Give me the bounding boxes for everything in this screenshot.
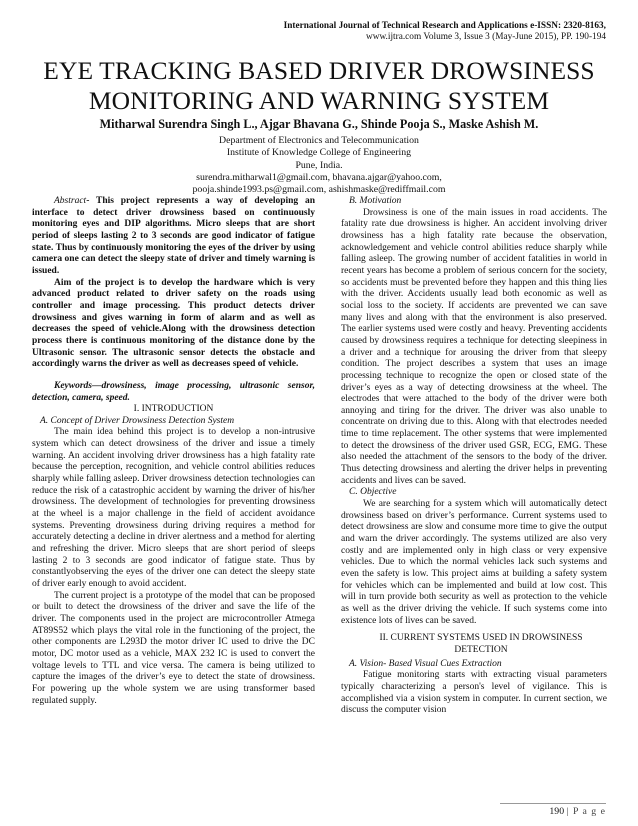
intro-paragraph-1: The main idea behind this project is to develop a non-intrusive system which can detect drowsiness of the driver and issue a timely warning. An accident involving driver drowsiness has a high fatality rate because the perception, recognition, and vehicle control abilities reduces sharply while falling asleep. Driver drowsiness detection technologies can reduce the risk of a catastrophic accident by warning the driver of his/her drowsiness. The development of technologies for preventing drowsiness at the wheel is a major challenge in the field of accident avoidance systems. Preventing drowsiness during driving requires a method for accurately detecting a decline in driver alertness and a method for alerting and refreshing the driver. Micro sleeps that are short period of sleeps lasting 2 to 3 seconds are good indicator of fatigue state. Thus by constantlyobserving the eyes of the driver one can detect the sleepy state of driver early enough to avoid accident. <box>32 427 315 589</box>
section-heading-current-systems-line2: DETECTION <box>454 644 508 655</box>
affiliation-department: Department of Electronics and Telecommunication <box>219 135 419 146</box>
journal-header-line1: International Journal of Technical Research and Applications e-ISSN: 2320-8163, <box>283 21 606 31</box>
abstract-paragraph-2: Aim of the project is to develop the hardware which is very advanced product related to driver safety on the roads using controller and image processing. This product detects driver drowsiness and gives warning in form of alarm and as well as decreases the speed of vehicle.Along with the drowsiness detection process there is continuous monitoring of the distance done by the Ultrasonic sensor. The ultrasonic sensor detects the obstacle and accordingly warns the driver as well as decreases speed of vehicle. <box>32 277 315 370</box>
motivation-paragraph: Drowsiness is one of the main issues in road accidents. The fatality rate due drowsiness is higher. An accident involving driver drowsiness has a high fatality rate because the observation, acknowledgement and vehicle control abilities reduce sharply while falling asleep. The growing number of accident fatalities in world in recent years has become a problem of serious concern for the society, so accidents must be prevented before they happen and this thing lies with the driver. Accidents usually lead both economic as well as social loss to the society. If accidents are prevented we can save many lives and along with that the environment is also preserved. The earlier systems used were costly and heavy. Preventing accidents caused by drowsiness requires a technique for detecting sleepiness in a driver and a technique for arousing the driver from that sleepy condition. The project describes a system that uses an image processing technique to recognize the open or closed state of the driver’s eyes as a way of detecting drowsiness at the wheel. The electrodes that were attached to the body of the driver were both annoying and tiring for the driver. The driver was also unable to concentrate on driving due to this. Along with that electrodes needed time to time replacement. The other systems that were implemented to detect the drowsiness of the driver used GSR, ECG, EMG. These also needed the attachment of the sensors to the body of the driver. Thus detecting drowsiness and alerting the driver helps in preventing accidents and lives can be saved. <box>341 207 607 486</box>
paper-title <box>0 56 638 116</box>
intro-paragraph-2: The current project is a prototype of the model that can be proposed or built to detect the drowsiness of the driver and save the life of the driver. The components used in the project are microcontroller Atmega AT89S52 which plays the vital role in the functioning of the project, the other components are L293D the motor driver IC used to drive the DC motor, DC motor used as a vehicle, MAX 232 IC is used to convert the voltage levels to TTL and vice versa. The camera is being utilized to capture the images of the driver’s eye to detect the state of drowsiness. For powering up the whole system we are using transformer based regulated supply. <box>32 590 315 706</box>
abstract-text-1: - This project represents a way of developing an interface to detect driver drowsiness based on continuously monitoring eyes and DIP algorithms. Micro sleeps that are short period of sleeps lasting 2 to 3 seconds are good indicator of fatigue state. Thus by continuously monitoring the eyes of the driver by using camera one can detect the sleepy state of driver and timely warning is issued. <box>32 196 315 276</box>
abstract-paragraph-1 <box>32 196 315 278</box>
journal-header <box>0 21 638 43</box>
keywords: Keywords—drowsiness, image processing, ultrasonic sensor, detection, camera, speed. <box>32 380 315 403</box>
affiliation-city: Pune, India. <box>295 159 343 171</box>
footer-rule <box>500 803 606 804</box>
left-column <box>32 196 315 707</box>
paper-title-line1: EYE TRACKING BASED DRIVER DROWSINESS <box>43 56 595 85</box>
author-list: Mitharwal Surendra Singh L., Ajgar Bhavana G., Shinde Pooja S., Maske Ashish M. <box>99 117 539 131</box>
page-number: 190 <box>549 806 565 817</box>
subsection-heading-vision-cues: A. Vision- Based Visual Cues Extraction <box>349 658 502 669</box>
abstract-label: Abstract <box>54 196 87 206</box>
subsection-heading-concept: A. Concept of Driver Drowsiness Detection System <box>40 415 235 426</box>
right-column <box>341 196 607 717</box>
affiliation-emails-line1: surendra.mitharwal1@gmail.com, bhavana.ajgar@yahoo.com, <box>196 171 442 183</box>
affiliation-institute: Institute of Knowledge College of Engineering <box>226 147 412 159</box>
subsection-heading-motivation: B. Motivation <box>349 196 402 206</box>
journal-header-line2: www.ijtra.com Volume 3, Issue 3 (May-June 2015), PP. 190-194 <box>366 32 606 42</box>
paper-title-line2: MONITORING AND WARNING SYSTEM <box>88 86 550 115</box>
page-label: | P a g e <box>566 806 606 817</box>
vision-cues-paragraph: Fatigue monitoring starts with extracting visual parameters typically characterizing a person's level of vigilance. This is accomplished via a vision system in computer. In current section, we discuss the computer vision <box>341 670 607 716</box>
section-heading-current-systems <box>341 633 607 656</box>
affiliation-block <box>0 135 638 196</box>
subsection-heading-objective: C. Objective <box>349 487 397 498</box>
section-heading-introduction: I. INTRODUCTION <box>133 404 214 415</box>
affiliation-emails-line2: pooja.shinde1993.ps@gmail.com, ashishmaske@rediffmail.com <box>192 184 446 196</box>
section-heading-current-systems-line1: II. CURRENT SYSTEMS USED IN DROWSINESS <box>379 633 583 644</box>
page-footer <box>549 806 606 817</box>
objective-paragraph: We are searching for a system which will automatically detect drowsiness based on driver’s performance. Current systems used to detect drowsiness are slow and consume more time to give the output and warn the driver accordingly. The systems utilized are also very costly and are implemented only in high class or very expensive vehicles. Due to which the normal vehicles lack such systems and even the safety is low. This project aims at building a safety system for vehicles which can be implemented and build at low cost. This will in turn provide both security as well as protection to the vehicle as well as the driver driving the vehicle. If such systems come into existence lots of lives can be saved. <box>341 499 607 626</box>
